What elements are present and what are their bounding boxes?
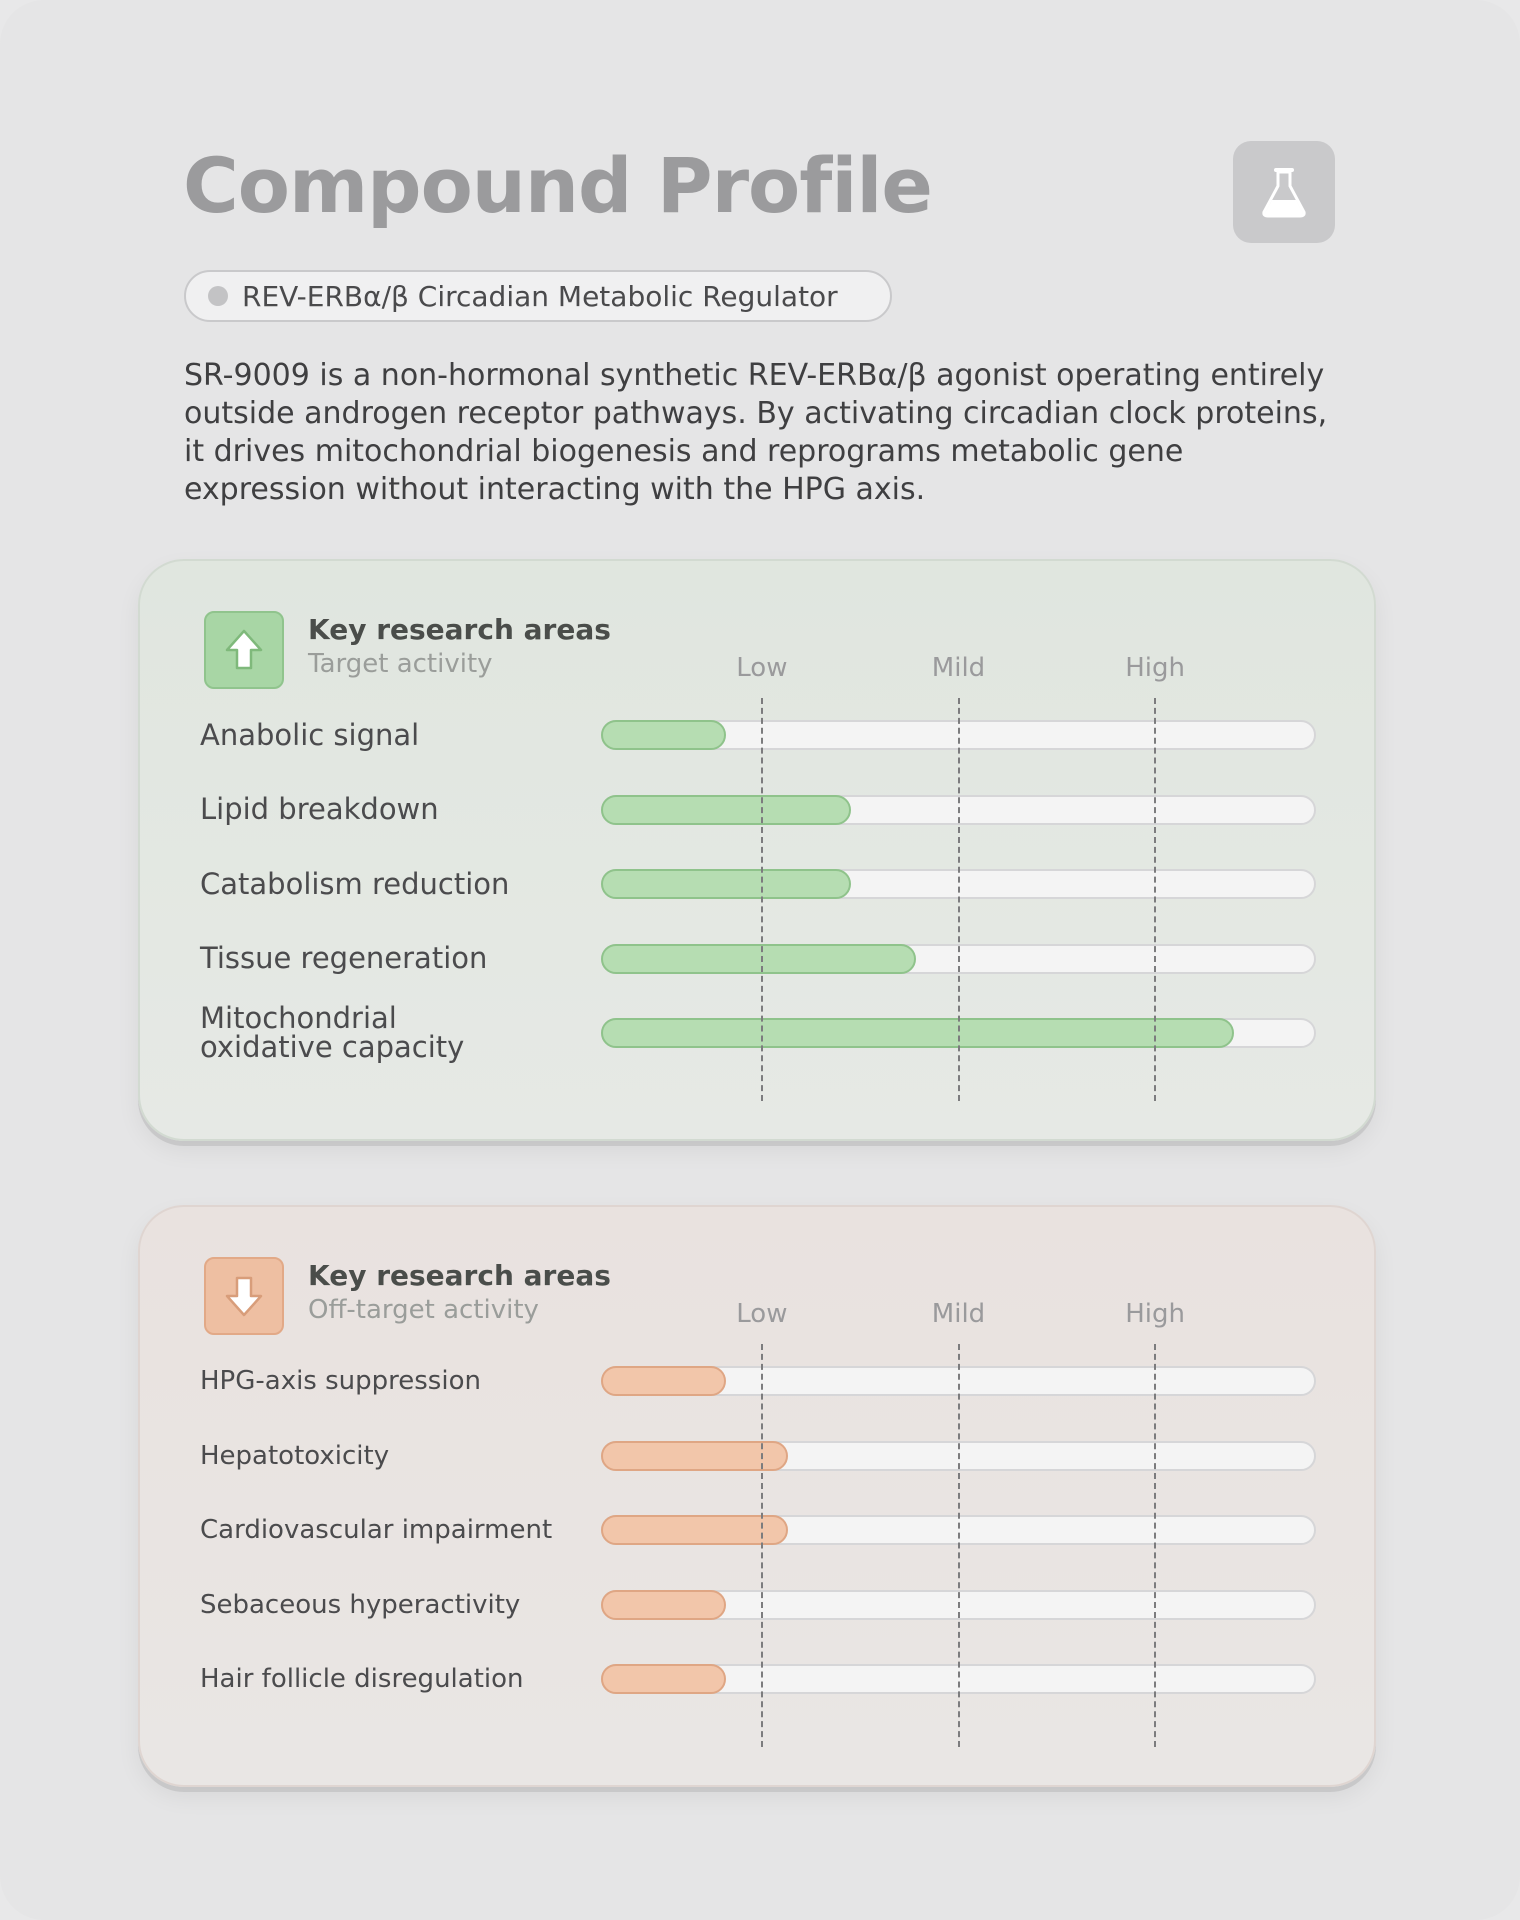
bar-label: Hepatotoxicity: [200, 1440, 390, 1471]
bar-label: Cardiovascular impairment: [200, 1515, 553, 1545]
tag-dot-icon: [208, 286, 228, 306]
page-title: Compound Profile: [183, 141, 932, 230]
scale-gridline: [761, 698, 763, 1101]
card-subtitle: Target activity: [308, 649, 493, 679]
bar-fill: [601, 1018, 1234, 1048]
arrow-down-icon: [204, 1257, 284, 1335]
bar-fill: [601, 1664, 726, 1694]
bar-label: Hair follicle disregulation: [200, 1664, 524, 1694]
scale-gridline: [958, 1344, 960, 1747]
bar-label: Sebaceous hyperactivity: [200, 1589, 521, 1620]
arrow-up-icon: [204, 611, 284, 689]
card-title: Key research areas: [308, 613, 611, 646]
target-activity-card: [138, 559, 1376, 1141]
bar-label: Mitochondrial oxidative capacity: [200, 1001, 465, 1064]
scale-gridline: [761, 1344, 763, 1747]
description-text: SR-9009 is a non-hormonal synthetic REV-ERBα/β agonist operating entirely outside androgen receptor pathways. By activating circadian clock proteins, it drives mitochondrial biogenesis and reprograms metabolic gene expression without interacting with the HPG axis.: [184, 358, 1328, 507]
scale-gridline: [1154, 1344, 1156, 1747]
flask-icon: [1233, 141, 1335, 243]
bar-fill: [601, 944, 916, 974]
bar-label: Anabolic signal: [200, 717, 420, 752]
bar-fill: [601, 869, 851, 899]
bar-fill: [601, 720, 726, 750]
scale-label-mild: Mild: [931, 653, 986, 683]
bar-label: Catabolism reduction: [200, 866, 510, 901]
card-subtitle: Off-target activity: [308, 1295, 539, 1325]
bar-label: Lipid breakdown: [200, 792, 439, 826]
scale-gridline: [1154, 698, 1156, 1101]
tag-label: REV-ERBα/β Circadian Metabolic Regulator: [242, 279, 838, 313]
scale-label-low: Low: [736, 1299, 788, 1329]
card-title: Key research areas: [308, 1259, 611, 1292]
scale-label-mild: Mild: [931, 1299, 986, 1329]
offtarget-activity-card: [138, 1205, 1376, 1787]
bar-fill: [601, 1590, 726, 1620]
bar-label: Tissue regeneration: [200, 941, 488, 975]
bar-label: HPG-axis suppression: [200, 1366, 481, 1396]
scale-gridline: [958, 698, 960, 1101]
scale-label-high: High: [1125, 1299, 1186, 1329]
scale-label-high: High: [1125, 653, 1186, 683]
mechanism-tag: [184, 270, 892, 322]
bar-fill: [601, 1366, 726, 1396]
scale-label-low: Low: [736, 653, 788, 683]
bar-fill: [601, 795, 851, 825]
